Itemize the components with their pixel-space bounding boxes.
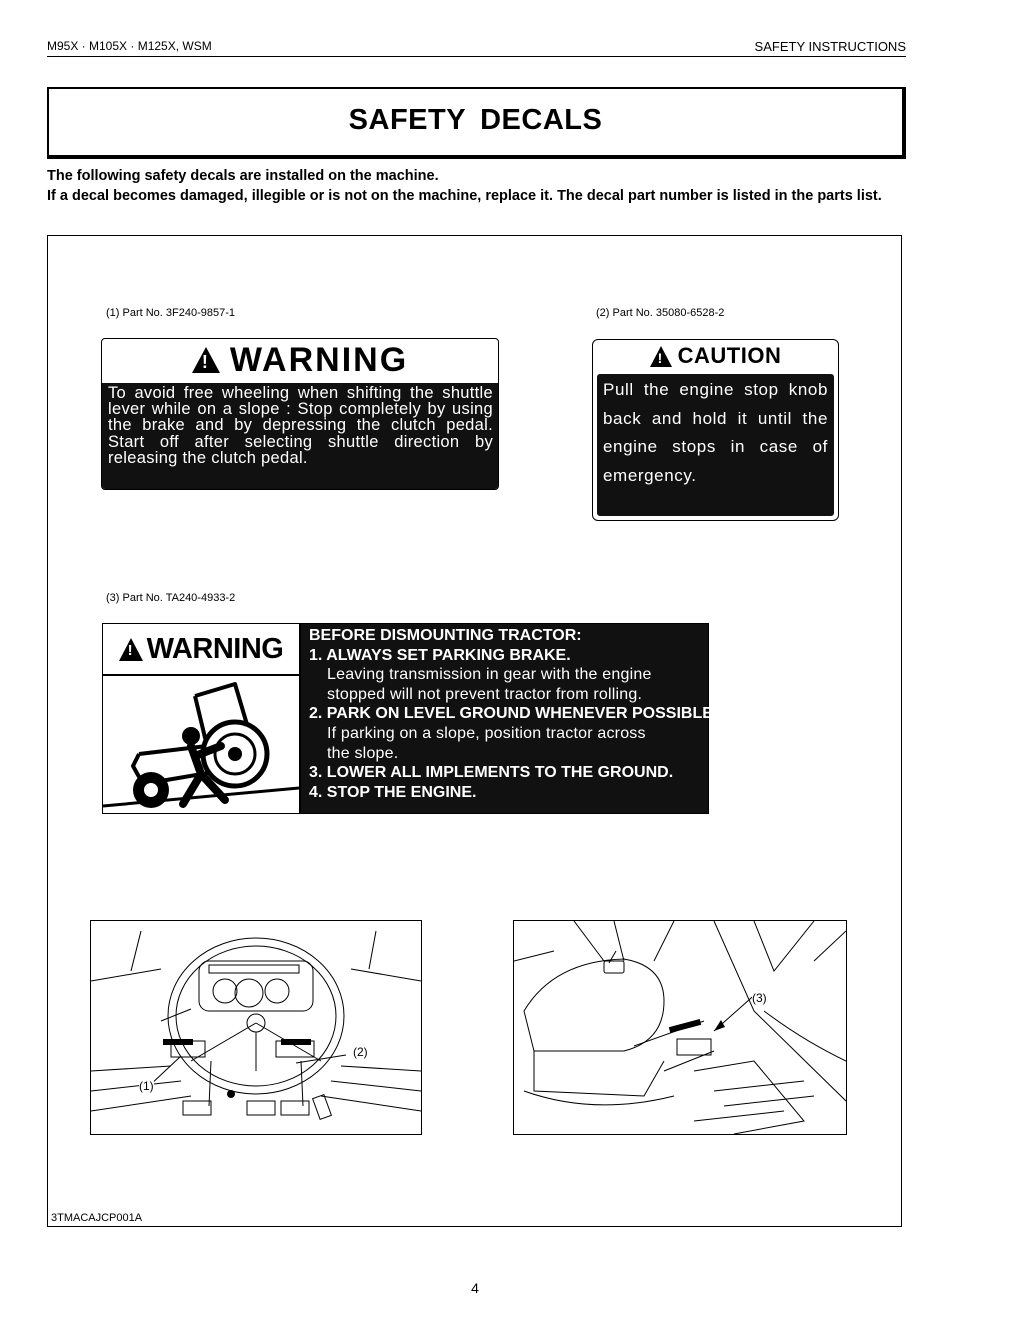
decal-3-warning xyxy=(102,623,718,814)
decal-3-line-4: stopped will not prevent tractor from rolling. xyxy=(327,685,643,703)
header-model: M95X · M105X · M125X, WSM xyxy=(47,39,212,53)
decal-3-line-7: the slope. xyxy=(327,744,399,762)
decal-3-left-panel xyxy=(103,624,301,813)
seat-area-illustration xyxy=(514,921,846,1134)
decal-3-line-1: BEFORE DISMOUNTING TRACTOR: xyxy=(309,627,582,644)
header-section: SAFETY INSTRUCTIONS xyxy=(754,39,906,54)
decal-1-warning xyxy=(101,338,499,490)
decal-2-caution xyxy=(592,339,839,521)
intro-text xyxy=(47,166,907,206)
decal-3-line-6: If parking on a slope, position tractor across xyxy=(327,724,646,742)
part-label-1: (1) Part No. 3F240-9857-1 xyxy=(106,307,236,319)
decal-2-heading: CAUTION xyxy=(677,343,782,368)
page-number: 4 xyxy=(471,1280,479,1296)
title-box xyxy=(47,87,906,159)
intro-line-1: The following safety decals are installed on the machine. xyxy=(47,168,439,184)
figure-1-callout-2: (2) xyxy=(353,1045,368,1059)
figure-1-callout-1: (1) xyxy=(139,1079,154,1093)
warning-triangle-icon xyxy=(192,347,220,373)
figure-dashboard xyxy=(90,920,422,1135)
decal-3-header xyxy=(103,624,299,676)
dashboard-illustration xyxy=(91,921,421,1134)
warning-triangle-icon xyxy=(119,638,143,661)
header-rule xyxy=(47,56,906,57)
decal-3-line-9: 4. STOP THE ENGINE. xyxy=(309,783,477,801)
decal-3-heading: WARNING xyxy=(146,632,284,665)
part-label-2: (2) Part No. 35080-6528-2 xyxy=(596,307,725,319)
decal-3-line-2: 1. ALWAYS SET PARKING BRAKE. xyxy=(309,646,571,664)
decal-2-header xyxy=(593,340,838,372)
decal-1-text: To avoid free wheeling when shifting the shuttle lever while on a slope : Stop completely by using the brake and by depressing the clutch pedal. Start off after selecting shuttle direction by releasing the clutch pedal. xyxy=(102,383,498,489)
decal-3-text-panel xyxy=(301,624,718,813)
figure-seat-area xyxy=(513,920,847,1135)
tractor-rolling-hazard-icon xyxy=(103,676,299,812)
decal-1-header xyxy=(102,339,498,381)
figure-2-callout-3: (3) xyxy=(752,991,767,1005)
page-title: SAFETY DECALS xyxy=(348,104,603,136)
warning-triangle-icon xyxy=(650,346,672,367)
intro-line-2: If a decal becomes damaged, illegible or is not on the machine, replace it. The decal part number is listed in the parts list. xyxy=(47,188,882,204)
decal-3-line-5: 2. PARK ON LEVEL GROUND WHENEVER POSSIBLE. xyxy=(309,705,718,723)
decal-3-line-3: Leaving transmission in gear with the engine xyxy=(327,666,652,684)
decal-2-text: Pull the engine stop knob back and hold it until the engine stops in case of emergency. xyxy=(597,374,834,516)
figure-code: 3TMACAJCP001A xyxy=(51,1212,143,1224)
decal-3-line-8: 3. LOWER ALL IMPLEMENTS TO THE GROUND. xyxy=(309,764,674,782)
part-label-3: (3) Part No. TA240-4933-2 xyxy=(106,592,236,604)
decal-1-heading: WARNING xyxy=(229,340,409,379)
